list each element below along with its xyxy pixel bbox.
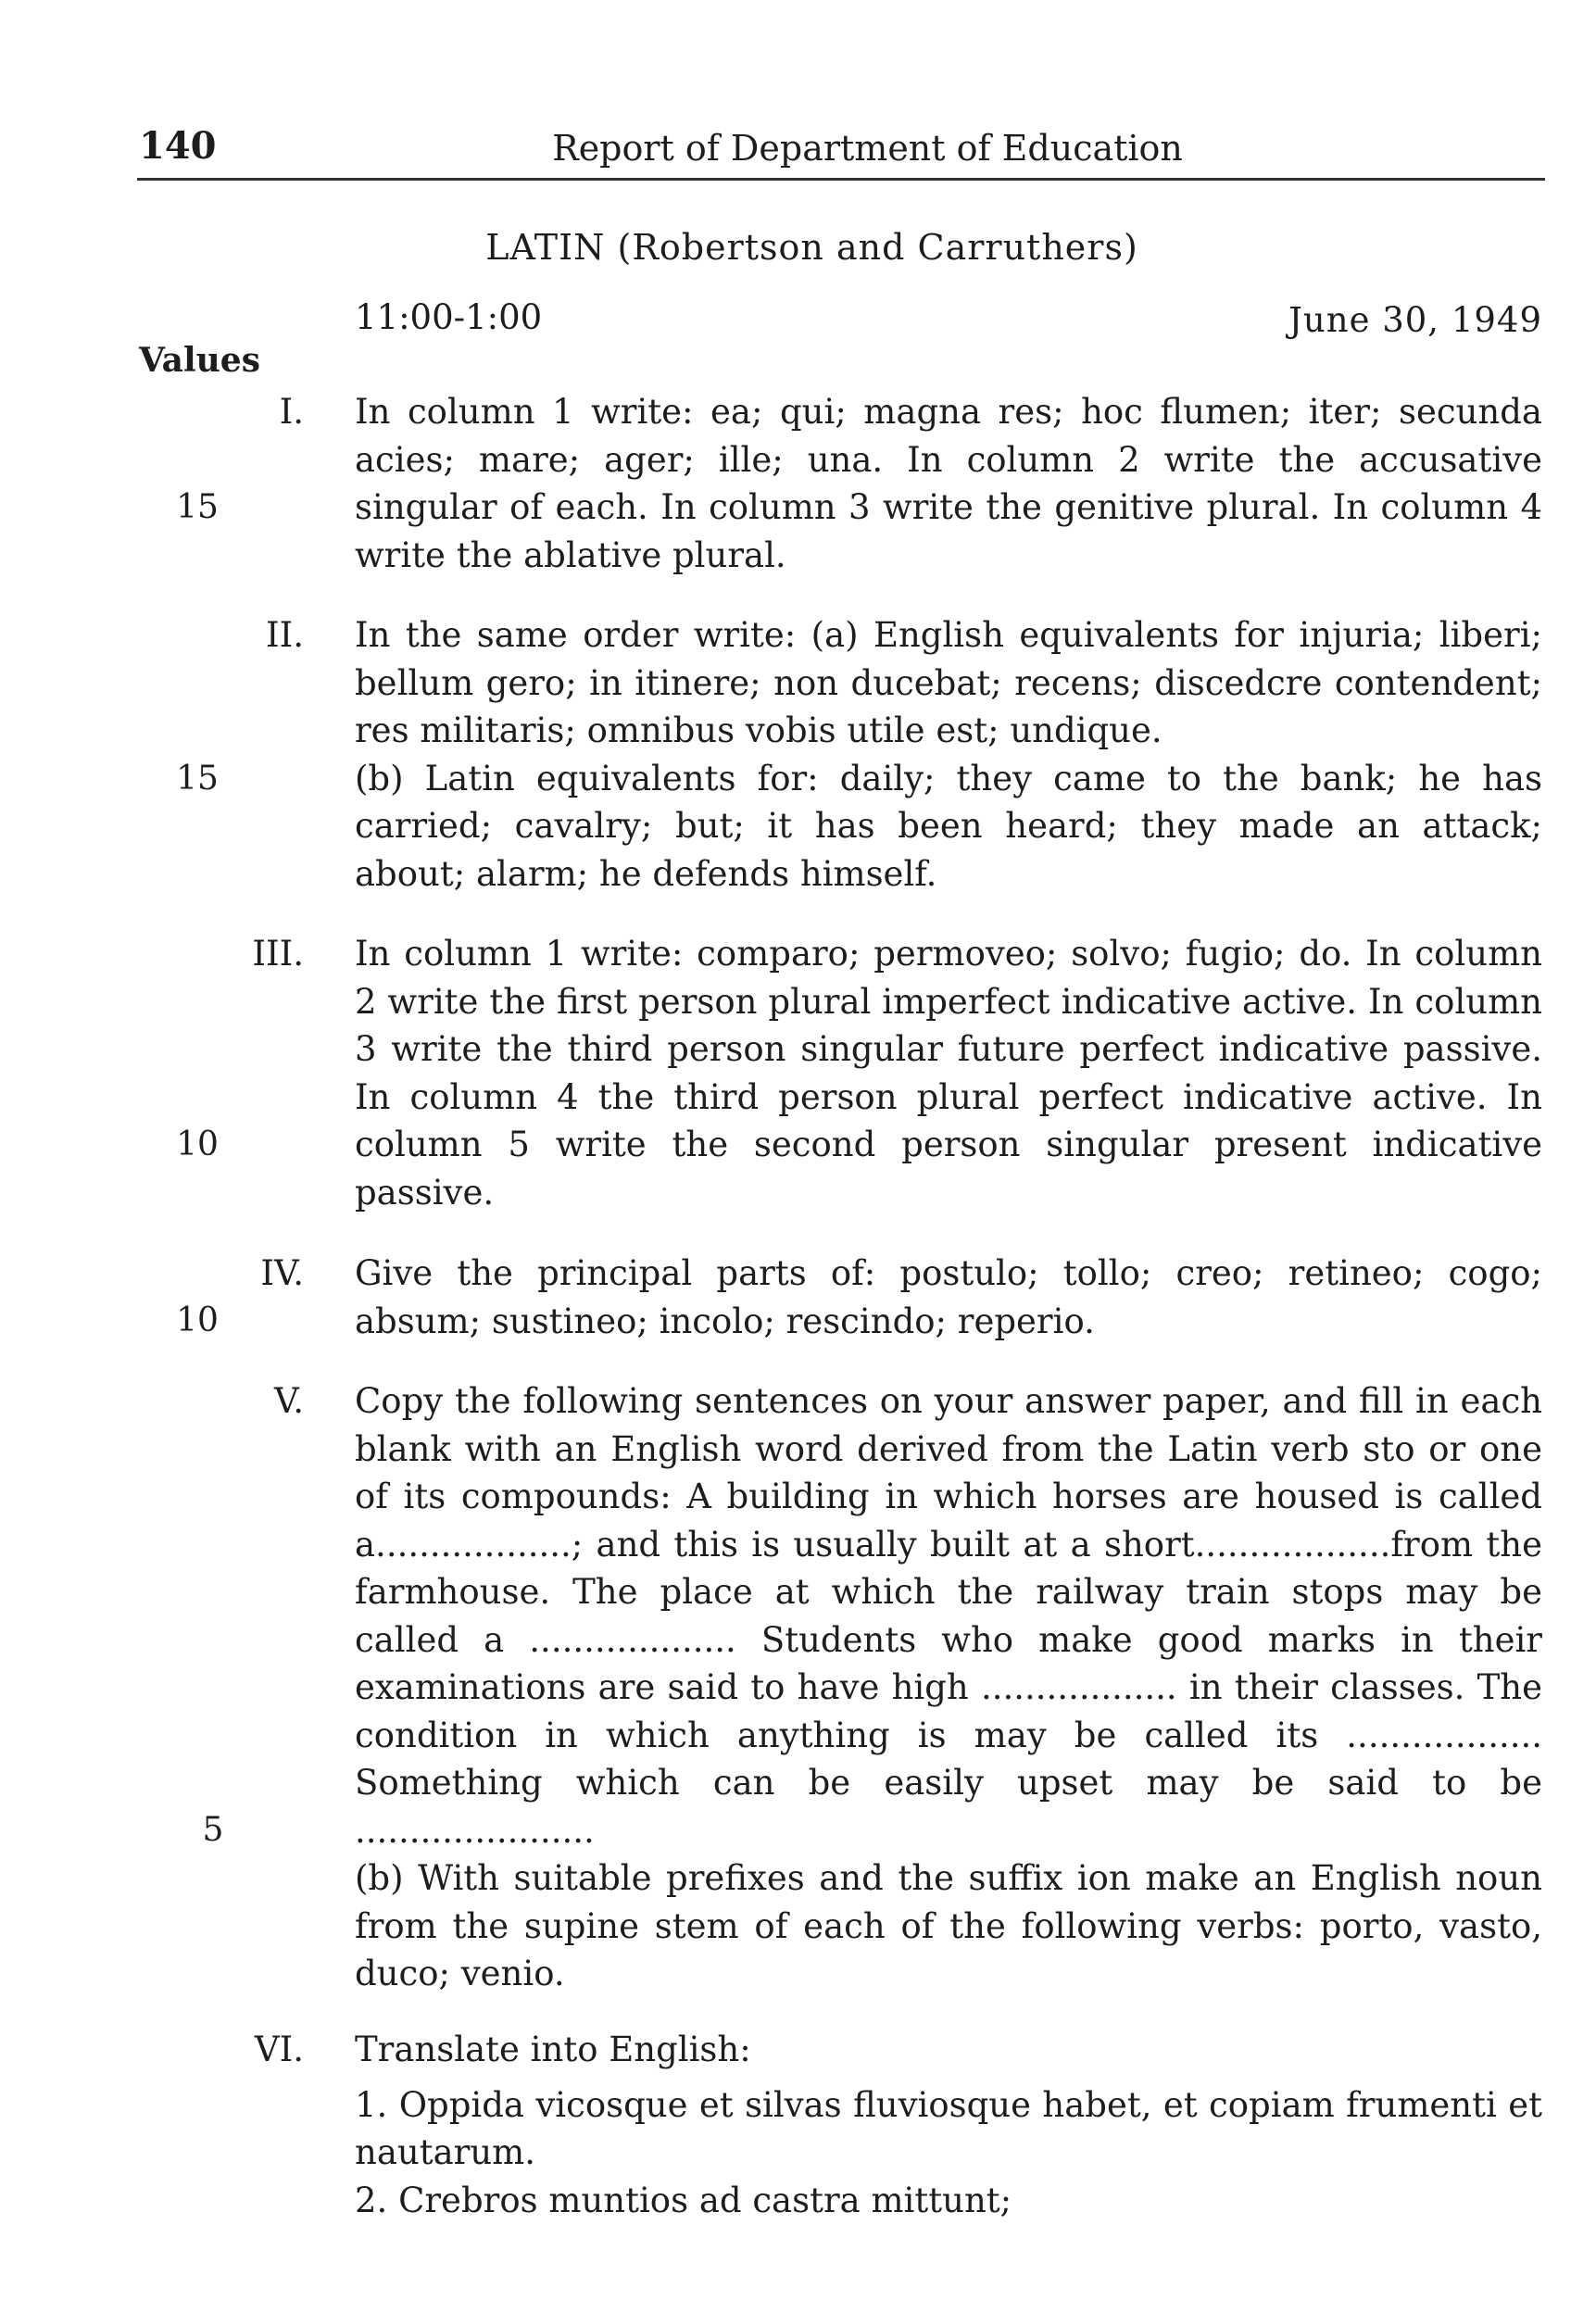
running-title-text: Report of Department of Education <box>552 128 1183 169</box>
question-text <box>355 1377 1542 1998</box>
running-title <box>0 125 1596 171</box>
question-text <box>355 611 1542 898</box>
exam-title-text: LATIN (Robertson and Carruthers) <box>485 227 1138 268</box>
exam-title <box>0 224 1596 270</box>
question-value: 15 <box>176 760 219 798</box>
header-rule <box>137 178 1545 181</box>
question-value: 10 <box>176 1301 219 1339</box>
question-paragraph-b: (b) With suitable prefixes and the suffix ion make an English noun from the supine stem of each of the following verbs: porto, vasto, duco; venio. <box>355 1858 1542 1993</box>
question-paragraph-b: (b) Latin equivalents for: daily; they came to the bank; he has carried; cavalry; but; it has been heard; they made an attack; about; alarm; he defends himself. <box>355 758 1542 894</box>
question-number: III. <box>252 934 304 974</box>
question-number: IV. <box>260 1253 304 1293</box>
translation-item: 1. Oppida vicosque et silvas fluviosque habet, et copiam frumenti et nautarum. <box>355 2084 1542 2172</box>
question-value: 15 <box>176 488 219 526</box>
values-column-label: Values <box>139 341 260 380</box>
question-intro: Translate into English: <box>355 2030 751 2069</box>
question-paragraph: In column 1 write: ea; qui; magna res; hoc flumen; iter; secunda acies; mare; ager; ille; una. In column 2 write the accusative singular of each. In column 3 write the genitive plural. In column 4 write the ablative plural. <box>355 392 1542 575</box>
question-value: 10 <box>176 1125 219 1163</box>
question-number: II. <box>266 615 304 655</box>
question-paragraph: In the same order write: (a) English equivalents for injuria; liberi; bellum gero; in itinere; non ducebat; recens; discedcre contendent; res militaris; omnibus vobis utile est; undique. <box>355 615 1542 750</box>
question-value: 5 <box>202 1811 224 1849</box>
question-number: V. <box>273 1381 304 1421</box>
question-text <box>355 1250 1542 1345</box>
question-text <box>355 388 1542 579</box>
question-number: VI. <box>254 2030 304 2069</box>
question-paragraph: In column 1 write: comparo; permoveo; solvo; fugio; do. In column 2 write the first person plural imperfect indicative active. In column 3 write the third person singular future perfect indicative passive. In column 4 the third person plural perfect indicative active. In column 5 write the second person singular present indicative passive. <box>355 934 1542 1213</box>
exam-date: June 30, 1949 <box>1288 300 1542 340</box>
question-text <box>355 2026 1542 2224</box>
question-text <box>355 930 1542 1216</box>
translation-item: 2. Crebros muntios ad castra mittunt; <box>355 2180 1012 2220</box>
exam-time: 11:00-1:00 <box>355 297 543 337</box>
question-paragraph: Copy the following sentences on your answer paper, and fill in each blank with an English word derived from the Latin verb sto or one of its compounds: A building in which horses are housed is called a..................; and this is usually built at a short..................from the farmhouse. The place at which the railway train stops may be called a ................... Students who make good marks in their examinations are said to have high .................. in their classes. The condition in which anything is may be called its .................. Something which can be easily upset may be said to be ...................... <box>355 1381 1542 1851</box>
question-number: I. <box>279 392 304 432</box>
page-number: 140 <box>139 124 217 168</box>
question-paragraph: Give the principal parts of: postulo; tollo; creo; retineo; cogo; absum; sustineo; incolo; rescindo; reperio. <box>355 1253 1542 1341</box>
